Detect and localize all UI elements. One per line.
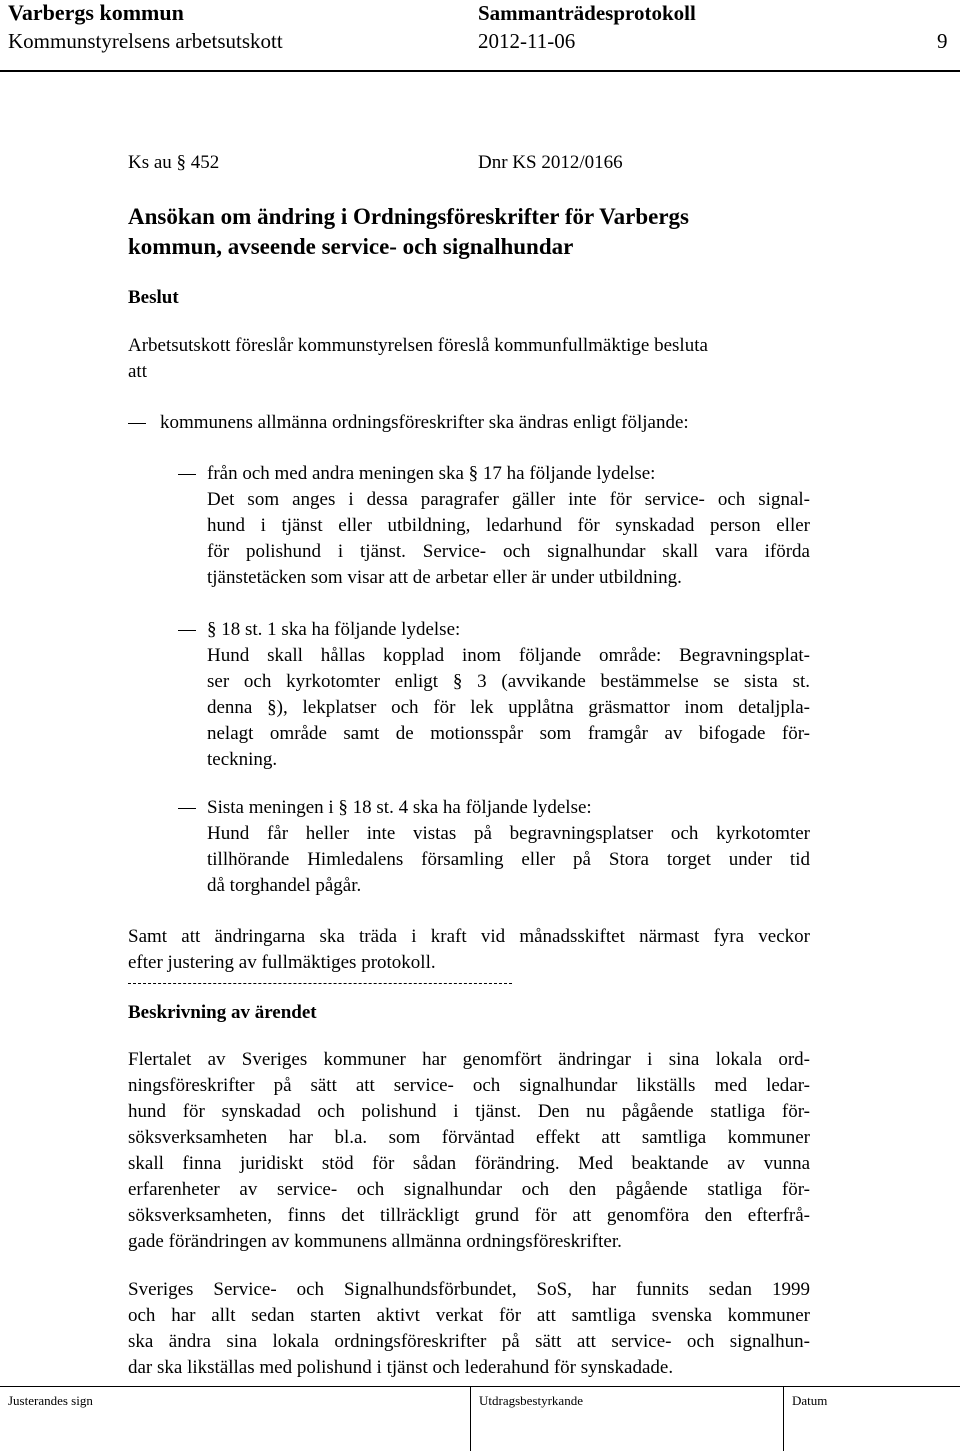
sub-item-2 [207,617,810,773]
beskrivning-paragraph-2 [128,1277,810,1381]
paragraph-line: Flertalet av Sveriges kommuner har genomfört ändringar i sina lokala ord- [128,1049,810,1070]
signature-footer [0,1386,960,1451]
sub-item-2-line: denna §), lekplatser och för lek upplåtna gräsmattor inom detaljpla- [207,697,810,718]
sub-item-1-line: hund i tjänst eller utbildning, ledarhund för synskadad person eller [207,515,810,536]
paragraph-line: erfarenheter av service- och signalhundar och den pågående statliga för- [128,1179,810,1200]
justerandes-sign-label: Justerandes sign [8,1393,93,1408]
paragraph-line: söksverksamheten har bl.a. som förväntad effekt att samtliga kommuner [128,1127,810,1148]
sub-item-2-line: teckning. [207,749,278,770]
dash-bullet [178,474,196,475]
datum-label: Datum [792,1393,828,1408]
paragraph-line: och har allt sedan starten aktivt verkat för att samtliga svenska kommuner [128,1305,810,1326]
utdragsbestyrkande-cell [470,1387,771,1451]
header-divider [0,70,960,72]
paragraph-line: Sveriges Service- och Signalhundsförbundet, SoS, har funnits sedan 1999 [128,1279,810,1300]
datum-cell [783,1387,960,1451]
closing-line: efter justering av fullmäktiges protokoll. [128,952,436,973]
committee-name: Kommunstyrelsens arbetsutskott [8,29,283,53]
beskrivning-paragraph-1 [128,1047,810,1255]
sub-item-1-line: tjänstetäcken som visar att de arbetar eller är under utbildning. [207,567,682,588]
section-number: Ks au § 452 [128,152,220,173]
paragraph-line: dar ska likställas med polishund i tjänst och lederahund för synskadade. [128,1357,674,1378]
dashed-separator [128,983,512,984]
paragraph-line: gade förändringen av kommunens allmänna ordningsföreskrifter. [128,1231,622,1252]
sub-item-1-line: Det som anges i dessa paragrafer gäller inte för service- och signal- [207,489,810,510]
sub-item-3 [207,795,810,899]
case-title-line-1: Ansökan om ändring i Ordningsföreskrifter för Varbergs [128,204,689,229]
dash-bullet [178,630,196,631]
case-title-line-2: kommun, avseende service- och signalhundar [128,234,574,259]
sub-item-2-line: ser och kyrkotomter enligt § 3 (avvikande bestämmelse se sista st. [207,671,810,692]
sub-item-1 [207,461,810,591]
dash-bullet [178,808,196,809]
beskrivning-heading: Beskrivning av ärendet [128,1002,317,1023]
meeting-date: 2012-11-06 [478,29,576,53]
sub-item-1-line: från och med andra meningen ska § 17 ha följande lydelse: [207,463,656,484]
paragraph-line: hund för synskadad och polishund i tjänst. Den nu pågående statliga för- [128,1101,810,1122]
paragraph-line: söksverksamheten, finns det tillräckligt grund för att genomföra den efterfrå- [128,1205,810,1226]
beslut-closing [128,924,810,976]
page-number: 9 [937,29,948,53]
paragraph-line: skall finna juridiskt stöd för sådan förändring. Med beaktande av vunna [128,1153,810,1174]
sub-item-2-line: § 18 st. 1 ska ha följande lydelse: [207,619,461,640]
sub-item-3-line: tillhörande Himledalens församling eller på Stora torget under tid [207,849,810,870]
sub-item-3-line: då torghandel pågår. [207,875,362,896]
beslut-heading: Beslut [128,287,179,308]
page-header [0,0,960,60]
sub-item-2-line: nelagt område samt de motionsspår som framgår av bifogade för- [207,723,810,744]
sub-item-3-line: Hund får heller inte vistas på begravningsplatser och kyrkotomter [207,823,810,844]
municipality-name: Varbergs kommun [8,0,184,25]
closing-line: Samt att ändringarna ska träda i kraft vid månadsskiftet närmast fyra veckor [128,926,810,947]
paragraph-line: ningsföreskrifter på sätt att service- och signalhundar likställs med ledar- [128,1075,810,1096]
beslut-item-1: kommunens allmänna ordningsföreskrifter ska ändras enligt följande: [160,412,689,433]
paragraph-line: ska ändra sina lokala ordningsföreskrifter på sätt att service- och signalhun- [128,1331,810,1352]
sub-item-1-line: för polishund i tjänst. Service- och signalhundar skall vara iförda [207,541,810,562]
diary-number: Dnr KS 2012/0166 [478,152,623,173]
utdragsbestyrkande-label: Utdragsbestyrkande [479,1393,583,1408]
sub-item-2-line: Hund skall hållas kopplad inom följande område: Begravningsplat- [207,645,810,666]
sub-item-3-line: Sista meningen i § 18 st. 4 ska ha följande lydelse: [207,797,592,818]
beslut-intro-line-1: Arbetsutskott föreslår kommunstyrelsen föreslå kommunfullmäktige besluta [128,335,708,356]
beslut-intro-line-2: att [128,361,147,382]
document-type: Sammanträdesprotokoll [478,1,696,25]
dash-bullet [128,423,146,424]
